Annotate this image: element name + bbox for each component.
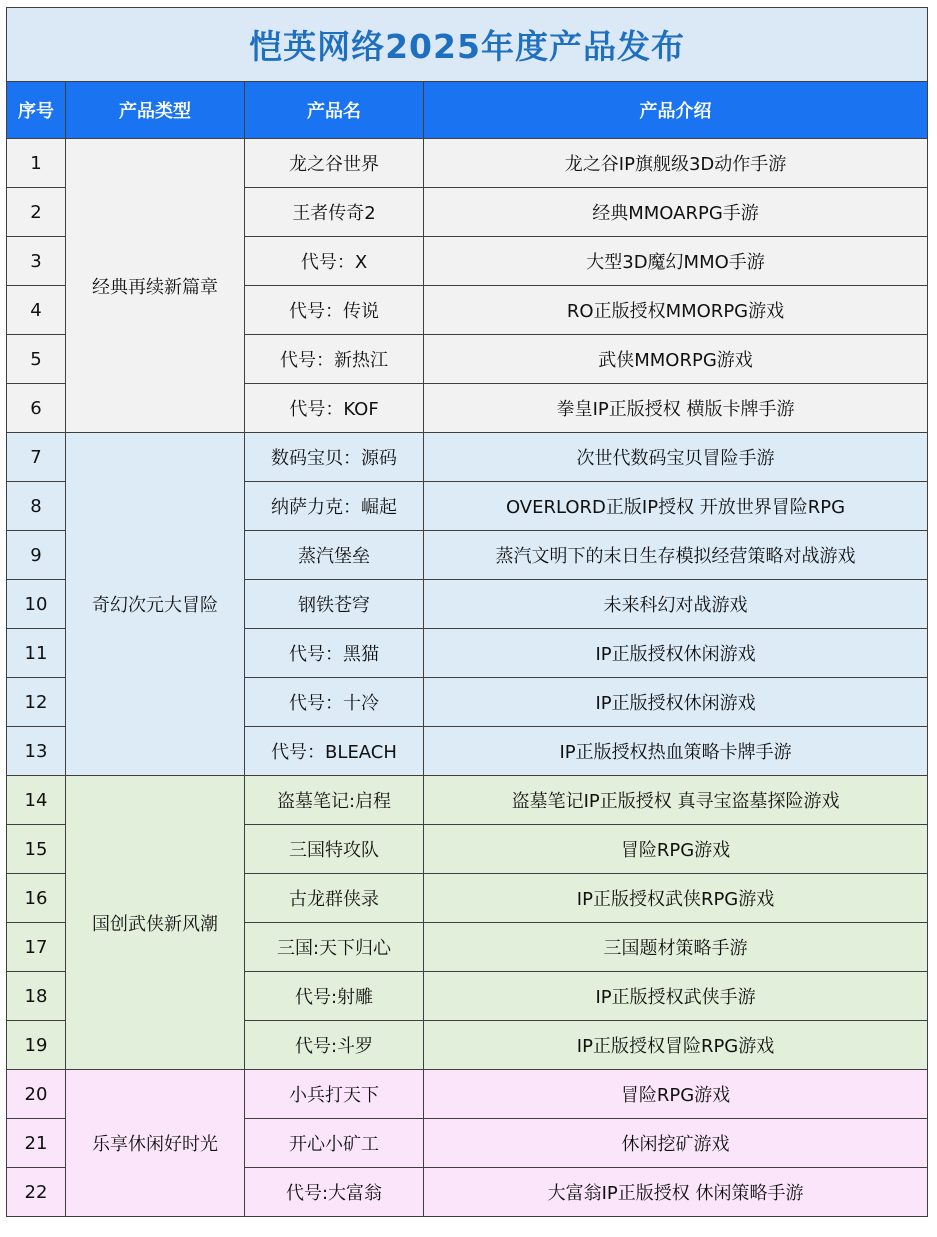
product-name-cell: 代号：X (245, 237, 424, 286)
product-intro-cell: 次世代数码宝贝冒险手游 (424, 433, 928, 482)
row-index: 16 (7, 874, 66, 923)
product-name-cell: 代号：KOF (245, 384, 424, 433)
product-name-cell: 三国:天下归心 (245, 923, 424, 972)
product-intro-cell: IP正版授权武侠手游 (424, 972, 928, 1021)
row-index: 12 (7, 678, 66, 727)
product-name-cell: 代号：新热江 (245, 335, 424, 384)
row-index: 9 (7, 531, 66, 580)
product-intro-cell: OVERLORD正版IP授权 开放世界冒险RPG (424, 482, 928, 531)
row-index: 1 (7, 139, 66, 188)
row-index: 20 (7, 1070, 66, 1119)
product-intro-cell: 拳皇IP正版授权 横版卡牌手游 (424, 384, 928, 433)
product-name-cell: 代号:大富翁 (245, 1168, 424, 1217)
product-intro-cell: IP正版授权休闲游戏 (424, 629, 928, 678)
product-intro-cell: 大富翁IP正版授权 休闲策略手游 (424, 1168, 928, 1217)
row-index: 7 (7, 433, 66, 482)
table-row (7, 1070, 928, 1119)
table-row (7, 433, 928, 482)
product-name-cell: 代号：十冷 (245, 678, 424, 727)
product-intro-cell: IP正版授权冒险RPG游戏 (424, 1021, 928, 1070)
table-body (7, 139, 928, 1217)
product-name-cell: 三国特攻队 (245, 825, 424, 874)
row-index: 14 (7, 776, 66, 825)
category-cell: 经典再续新篇章 (66, 139, 245, 433)
header-index: 序号 (7, 82, 66, 139)
row-index: 5 (7, 335, 66, 384)
product-intro-cell: 三国题材策略手游 (424, 923, 928, 972)
product-name-cell: 王者传奇2 (245, 188, 424, 237)
product-name-cell: 数码宝贝：源码 (245, 433, 424, 482)
table-row (7, 139, 928, 188)
product-release-sheet (6, 7, 927, 1217)
product-name-cell: 盗墓笔记:启程 (245, 776, 424, 825)
product-name-cell: 代号：黑猫 (245, 629, 424, 678)
header-intro: 产品介绍 (424, 82, 928, 139)
product-intro-cell: 龙之谷IP旗舰级3D动作手游 (424, 139, 928, 188)
product-intro-cell: 盗墓笔记IP正版授权 真寻宝盗墓探险游戏 (424, 776, 928, 825)
product-intro-cell: 未来科幻对战游戏 (424, 580, 928, 629)
product-intro-cell: IP正版授权休闲游戏 (424, 678, 928, 727)
product-intro-cell: IP正版授权热血策略卡牌手游 (424, 727, 928, 776)
product-table (6, 7, 928, 1217)
product-name-cell: 龙之谷世界 (245, 139, 424, 188)
table-header-row (7, 82, 928, 139)
product-name-cell: 蒸汽堡垒 (245, 531, 424, 580)
row-index: 22 (7, 1168, 66, 1217)
row-index: 2 (7, 188, 66, 237)
product-intro-cell: 大型3D魔幻MMO手游 (424, 237, 928, 286)
row-index: 8 (7, 482, 66, 531)
category-cell: 奇幻次元大冒险 (66, 433, 245, 776)
product-intro-cell: IP正版授权武侠RPG游戏 (424, 874, 928, 923)
product-name-cell: 小兵打天下 (245, 1070, 424, 1119)
product-intro-cell: 休闲挖矿游戏 (424, 1119, 928, 1168)
product-intro-cell: 武侠MMORPG游戏 (424, 335, 928, 384)
row-index: 19 (7, 1021, 66, 1070)
product-intro-cell: RO正版授权MMORPG游戏 (424, 286, 928, 335)
table-row (7, 776, 928, 825)
row-index: 13 (7, 727, 66, 776)
product-intro-cell: 冒险RPG游戏 (424, 825, 928, 874)
product-intro-cell: 经典MMOARPG手游 (424, 188, 928, 237)
row-index: 3 (7, 237, 66, 286)
row-index: 6 (7, 384, 66, 433)
product-name-cell: 钢铁苍穹 (245, 580, 424, 629)
row-index: 18 (7, 972, 66, 1021)
category-cell: 乐享休闲好时光 (66, 1070, 245, 1217)
product-name-cell: 代号:射雕 (245, 972, 424, 1021)
product-name-cell: 纳萨力克：崛起 (245, 482, 424, 531)
row-index: 10 (7, 580, 66, 629)
row-index: 15 (7, 825, 66, 874)
product-name-cell: 开心小矿工 (245, 1119, 424, 1168)
product-intro-cell: 蒸汽文明下的末日生存模拟经营策略对战游戏 (424, 531, 928, 580)
row-index: 4 (7, 286, 66, 335)
product-intro-cell: 冒险RPG游戏 (424, 1070, 928, 1119)
row-index: 11 (7, 629, 66, 678)
row-index: 21 (7, 1119, 66, 1168)
header-name: 产品名 (245, 82, 424, 139)
page-title: 恺英网络2025年度产品发布 (7, 8, 928, 82)
header-category: 产品类型 (66, 82, 245, 139)
product-name-cell: 代号：BLEACH (245, 727, 424, 776)
product-name-cell: 代号：传说 (245, 286, 424, 335)
product-name-cell: 古龙群侠录 (245, 874, 424, 923)
category-cell: 国创武侠新风潮 (66, 776, 245, 1070)
product-name-cell: 代号:斗罗 (245, 1021, 424, 1070)
row-index: 17 (7, 923, 66, 972)
